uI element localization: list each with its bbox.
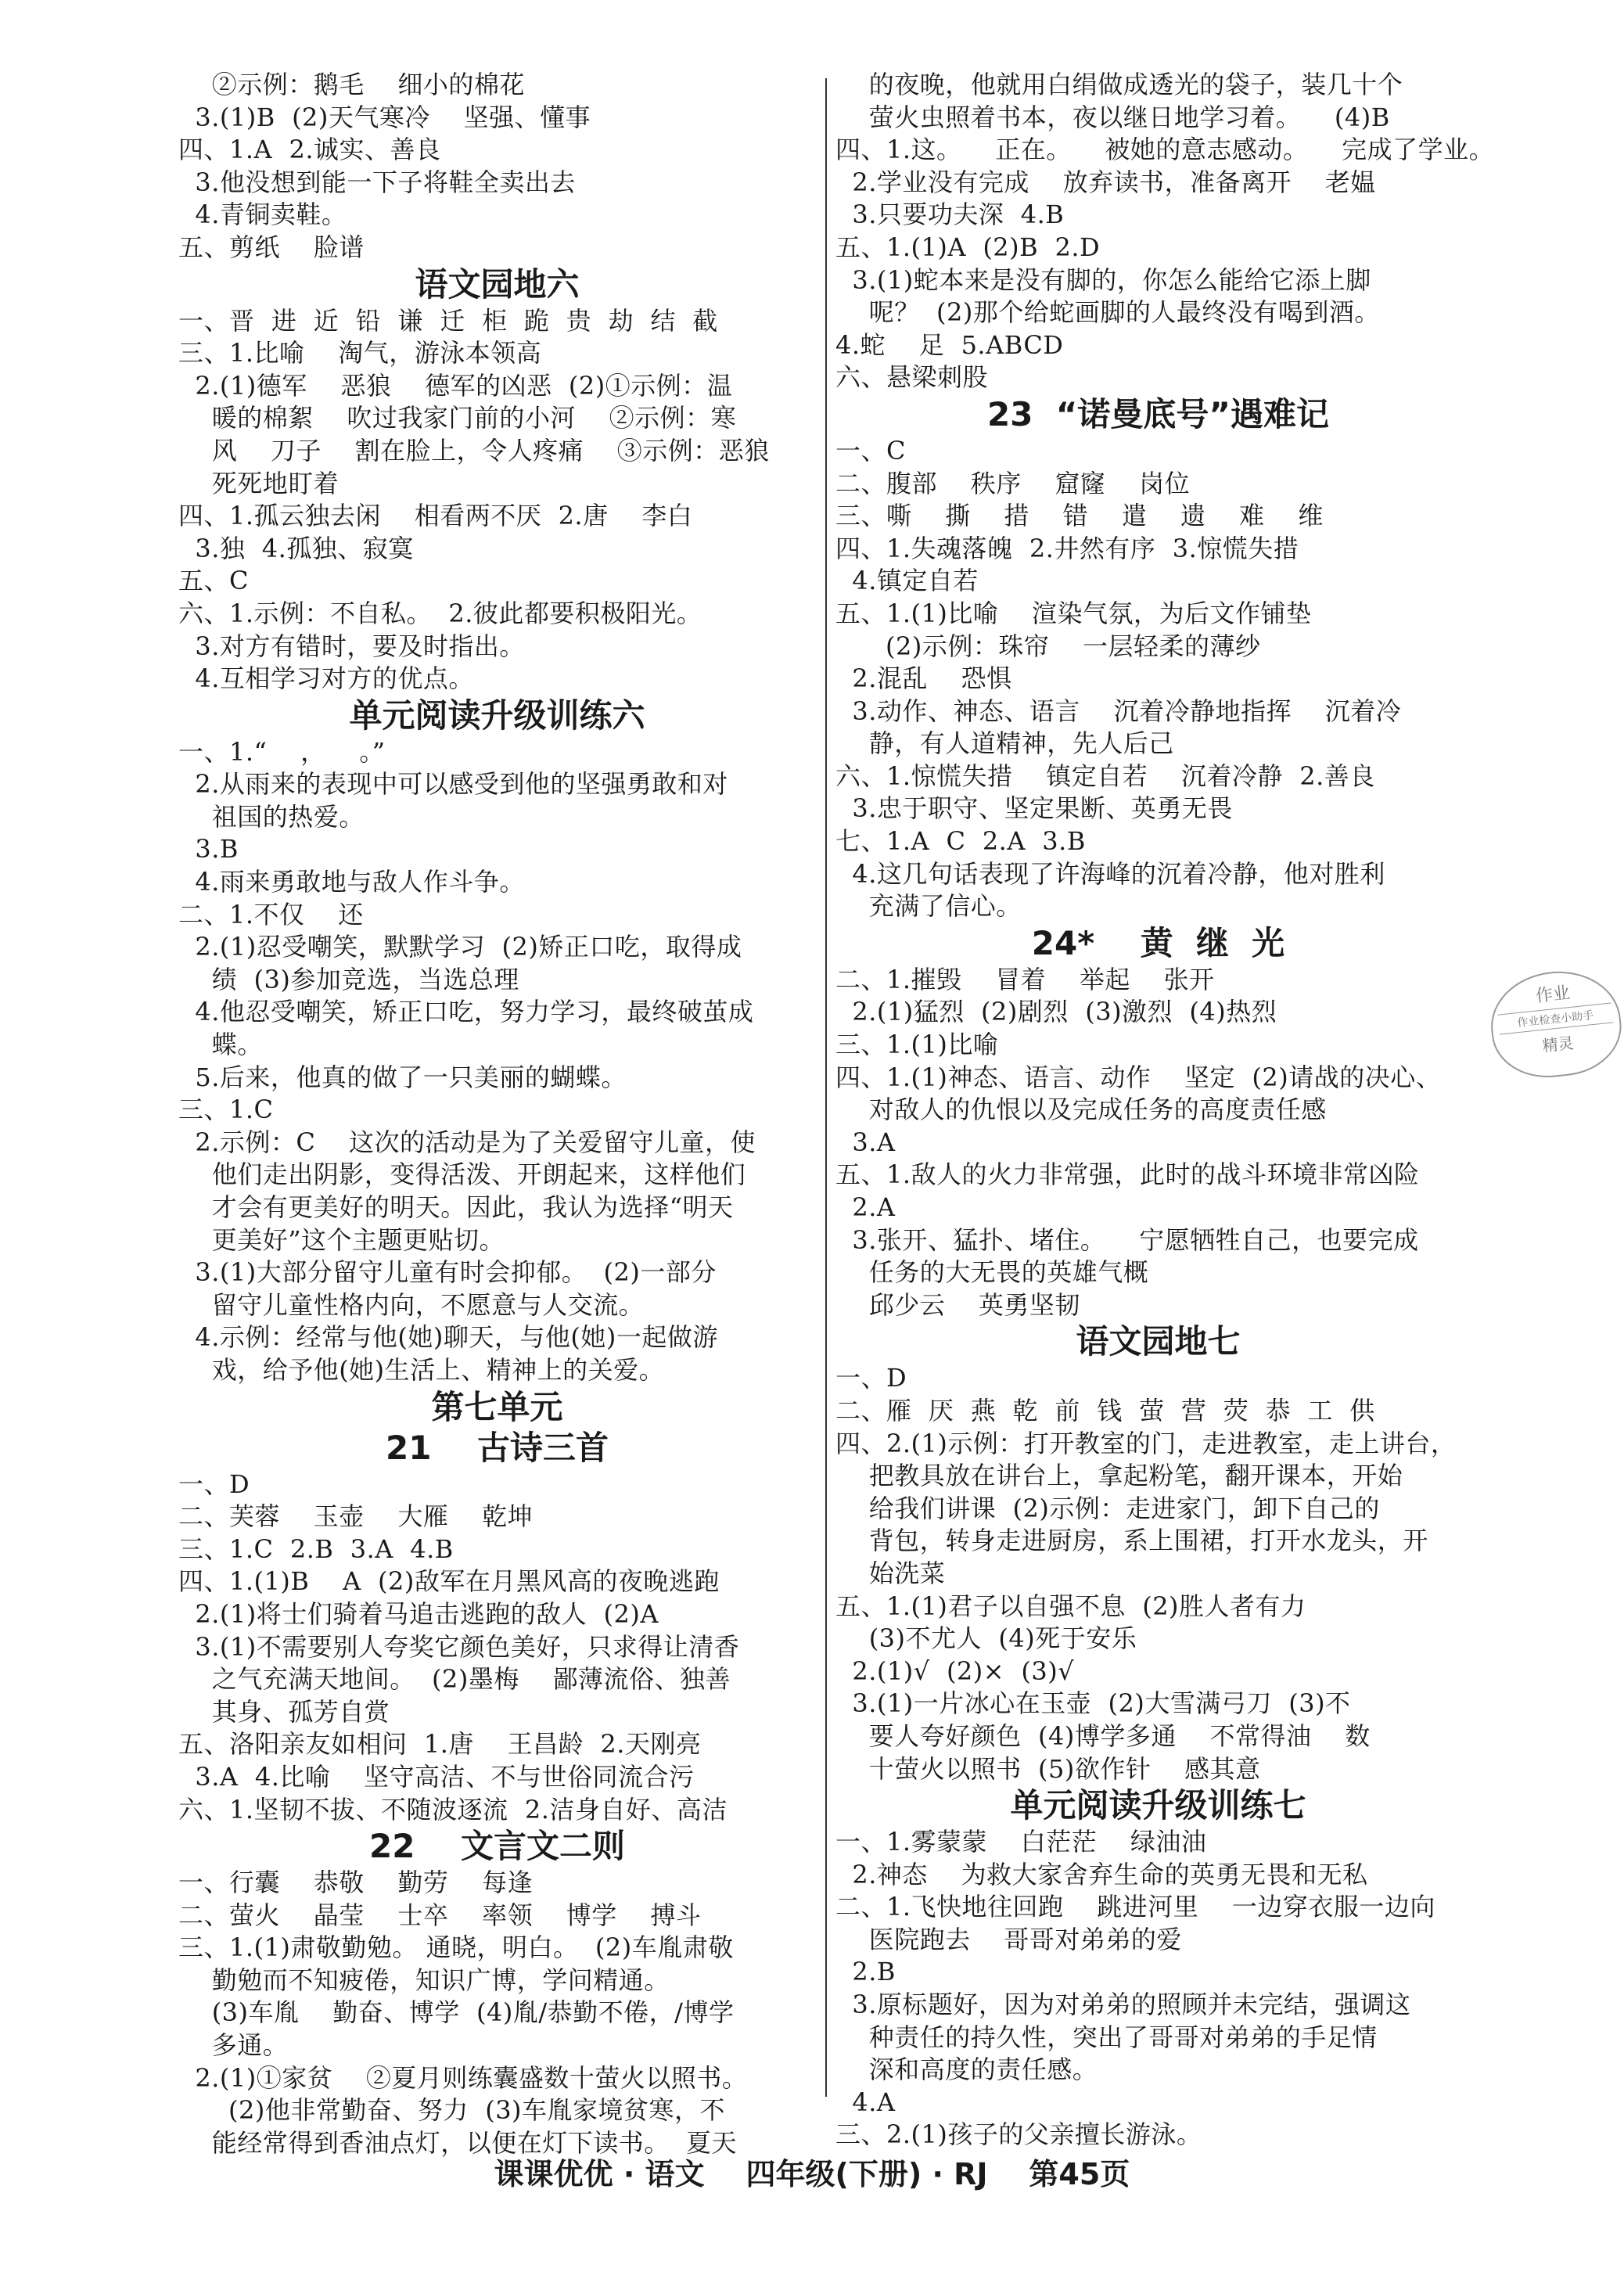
section-heading: 第七单元 bbox=[431, 1387, 563, 1426]
answer-line: 二、1.摧毁 冒着 举起 张开 bbox=[835, 964, 1215, 994]
answer-line: 蝶。 bbox=[178, 1030, 263, 1060]
answer-line: 给我们讲课 (2)示例：走进家门，卸下自己的 bbox=[835, 1493, 1380, 1523]
answer-line: 3.忠于职守、坚定果断、英勇无畏 bbox=[835, 793, 1233, 824]
answer-line: 勤勉而不知疲倦，知识广博，学问精通。 bbox=[178, 1965, 670, 1995]
section-heading: 22 文言文二则 bbox=[369, 1827, 625, 1866]
answer-line: 3.独 4.孤独、寂寞 bbox=[178, 533, 414, 563]
answer-line: 二、1.飞快地往回跑 跳进河里 一边穿衣服一边向 bbox=[835, 1892, 1435, 1922]
answer-line: 始洗菜 bbox=[835, 1558, 946, 1588]
answer-line: 五、剪纸 脸谱 bbox=[178, 232, 365, 262]
answer-line: 一、C bbox=[835, 435, 906, 466]
section-heading: 23 “诺曼底号”遇难记 bbox=[987, 394, 1329, 433]
answer-line: 才会有更美好的明天。因此，我认为选择“明天 bbox=[178, 1192, 734, 1222]
answer-line: 把教具放在讲台上，拿起粉笔，翻开课本，开始 bbox=[835, 1461, 1403, 1491]
answer-line: 更美好”这个主题更贴切。 bbox=[178, 1224, 505, 1255]
answer-line: 对敌人的仇恨以及完成任务的高度责任感 bbox=[835, 1095, 1327, 1125]
answer-line: 七、1.A C 2.A 3.B bbox=[835, 826, 1086, 857]
answer-line: 3.A 4.比喻 坚守高洁、不与世俗同流合污 bbox=[178, 1761, 695, 1792]
answer-line: 2.(1)猛烈 (2)剧烈 (3)激烈 (4)热烈 bbox=[835, 997, 1277, 1027]
answer-line: 深和高度的责任感。 bbox=[835, 2055, 1098, 2085]
answer-line: 之气充满天地间。 (2)墨梅 鄙薄流俗、独善 bbox=[178, 1664, 731, 1695]
answer-line: 2.(1)①家贫 ②夏月则练囊盛数十萤火以照书。 bbox=[178, 2062, 748, 2093]
section-heading: 单元阅读升级训练六 bbox=[349, 696, 645, 735]
answer-line: 任务的大无畏的英雄气概 bbox=[835, 1257, 1149, 1288]
page-footer: 课课优优 · 语文 四年级(下册) · RJ 第45页 bbox=[494, 2157, 1130, 2191]
answer-line: 4.互相学习对方的优点。 bbox=[178, 663, 474, 694]
answer-line: 静，有人道精神，先人后己 bbox=[835, 728, 1174, 759]
answer-line: ②示例：鹅毛 细小的棉花 bbox=[178, 70, 525, 99]
answer-line: 能经常得到香油点灯，以便在灯下读书。 夏天 bbox=[178, 2127, 738, 2158]
right-column bbox=[835, 69, 1495, 2152]
column-divider bbox=[825, 78, 827, 2097]
answer-line: 4.示例：经常与他(她)聊天，与他(她)一起做游 bbox=[178, 1322, 718, 1353]
answer-line: 5.后来，他真的做了一只美丽的蝴蝶。 bbox=[178, 1062, 627, 1092]
answer-line: 三、嘶 撕 措 错 遣 遗 难 维 bbox=[835, 501, 1324, 531]
answer-line: 3.B bbox=[178, 834, 239, 865]
answer-line: 充满了信心。 bbox=[835, 891, 1022, 922]
answer-line: 3.动作、神态、语言 沉着冷静地指挥 沉着冷 bbox=[835, 696, 1402, 726]
answer-line: 3.(1)不需要别人夸奖它颜色美好，只求得让清香 bbox=[178, 1631, 740, 1662]
answer-line: 六、1.惊慌失措 镇定自若 沉着冷静 2.善良 bbox=[835, 760, 1375, 791]
answer-line: 3.A bbox=[835, 1127, 896, 1157]
answer-line: 五、1.敌人的火力非常强，此时的战斗环境非常凶险 bbox=[835, 1159, 1420, 1190]
answer-line: 2.示例：C 这次的活动是为了关爱留守儿童，使 bbox=[178, 1127, 756, 1157]
answer-line: 其身、孤芳自赏 bbox=[178, 1696, 390, 1727]
answer-line: 二、1.不仅 还 bbox=[178, 899, 364, 929]
answer-line: 一、D bbox=[178, 1469, 250, 1499]
answer-line: 六、1.坚韧不拔、不随波逐流 2.洁身自好、高洁 bbox=[178, 1794, 728, 1824]
answer-line: 留守儿童性格内向，不愿意与人交流。 bbox=[178, 1289, 645, 1320]
section-heading: 语文园地六 bbox=[415, 264, 580, 304]
answer-line: 种责任的持久性，突出了哥哥对弟弟的手足情 bbox=[835, 2022, 1378, 2052]
answer-line: 一、D bbox=[835, 1363, 907, 1393]
answer-line: 3.只要功夫深 4.B bbox=[835, 200, 1065, 230]
answer-line: 2.从雨来的表现中可以感受到他的坚强勇敢和对 bbox=[178, 769, 728, 800]
answer-line: 4.雨来勇敢地与敌人作斗争。 bbox=[178, 867, 525, 897]
answer-line: 五、1.(1)君子以自强不息 (2)胜人者有力 bbox=[835, 1591, 1306, 1621]
answer-line: (3)车胤 勤奋、博学 (4)胤/恭勤不倦，/博学 bbox=[178, 1997, 735, 2028]
answer-line: 四、1.这。 正在。 被她的意志感动。 完成了学业。 bbox=[835, 135, 1495, 165]
answer-line: 六、悬梁刺股 bbox=[835, 362, 989, 393]
answer-line: 五、1.(1)A (2)B 2.D bbox=[835, 232, 1101, 262]
answer-line: 一、1.“ ， 。” bbox=[178, 736, 386, 767]
answer-line: 的夜晚，他就用白绢做成透光的袋子，装几十个 bbox=[835, 70, 1403, 99]
answer-line: 死死地盯着 bbox=[178, 468, 340, 498]
answer-line: 4.蛇 足 5.ABCD bbox=[835, 329, 1064, 360]
section-heading: 21 古诗三首 bbox=[386, 1428, 609, 1467]
answer-line: 2.(1)德军 恶狼 德军的凶恶 (2)①示例：温 bbox=[178, 370, 733, 401]
answer-line: 邱少云 英勇坚韧 bbox=[835, 1289, 1080, 1320]
section-heading: 单元阅读升级训练七 bbox=[1010, 1786, 1306, 1825]
answer-line: 三、1.(1)比喻 bbox=[835, 1030, 999, 1060]
answer-line: (2)他非常勤奋、努力 (3)车胤家境贫寒，不 bbox=[178, 2095, 726, 2126]
answer-line: 3.(1)蛇本来是没有脚的，你怎么能给它添上脚 bbox=[835, 264, 1371, 295]
answer-line: 四、2.(1)示例：打开教室的门，走进教室，走上讲台， bbox=[835, 1428, 1457, 1458]
answer-line: 二、萤火 晶莹 士卒 率领 博学 搏斗 bbox=[178, 1900, 702, 1930]
answer-line: 3.他没想到能一下子将鞋全卖出去 bbox=[178, 167, 576, 197]
stamp-top-text: 作业 bbox=[1534, 983, 1572, 1007]
answer-line: 六、1.示例：不自私。 2.彼此都要积极阳光。 bbox=[178, 598, 702, 628]
answer-line: 多通。 bbox=[178, 2030, 289, 2061]
answer-line: 3.张开、猛扑、堵住。 宁愿牺牲自己，也要完成 bbox=[835, 1224, 1419, 1255]
answer-line: 一、行囊 恭敬 勤劳 每逢 bbox=[178, 1868, 534, 1898]
section-heading: 24* 黄 继 光 bbox=[1031, 923, 1285, 962]
answer-line: 4.他忍受嘲笑，矫正口吃，努力学习，最终破茧成 bbox=[178, 997, 754, 1027]
answer-line: 3.原标题好，因为对弟弟的照顾并未完结，强调这 bbox=[835, 1990, 1411, 2020]
answer-line: 2.B bbox=[835, 1957, 896, 1987]
answer-line: 三、1.比喻 淘气，游泳本领高 bbox=[178, 338, 542, 368]
answer-line: 2.(1)将士们骑着马追击逃跑的敌人 (2)A bbox=[178, 1598, 659, 1629]
answer-line: 四、1.失魂落魄 2.井然有序 3.惊慌失措 bbox=[835, 533, 1299, 563]
left-column bbox=[178, 69, 816, 2159]
stamp-middle-text: 作业检查小助手 bbox=[1497, 1002, 1613, 1034]
answer-line: 2.(1)√ (2)× (3)√ bbox=[835, 1655, 1075, 1686]
answer-line: 三、2.(1)孩子的父亲擅长游泳。 bbox=[835, 2119, 1202, 2150]
answer-line: 二、雁 厌 燕 乾 前 钱 萤 营 荧 恭 工 供 bbox=[835, 1395, 1375, 1425]
answer-line: 2.学业没有完成 放弃读书，准备离开 老媪 bbox=[835, 167, 1376, 197]
answer-line: 三、1.(1)肃敬勤勉。 通晓，明白。 (2)车胤肃敬 bbox=[178, 1932, 734, 1963]
answer-line: 五、洛阳亲友如相问 1.唐 王昌龄 2.天刚亮 bbox=[178, 1729, 702, 1760]
answer-line: 绩 (3)参加竞选，当选总理 bbox=[178, 964, 519, 994]
answer-line: 背包，转身走进厨房，系上围裙，打开水龙头，开 bbox=[835, 1526, 1428, 1556]
answer-line: 二、芙蓉 玉壶 大雁 乾坤 bbox=[178, 1501, 534, 1532]
answer-line: 要人夸好颜色 (4)博学多通 不常得油 数 bbox=[835, 1720, 1371, 1751]
answer-line: 4.青铜卖鞋。 bbox=[178, 200, 347, 230]
answer-line: 萤火虫照着书本，夜以继日地学习着。 (4)B bbox=[835, 102, 1390, 132]
answer-line: 三、1.C 2.B 3.A 4.B bbox=[178, 1533, 454, 1564]
answer-line: 四、1.(1)B A (2)敌军在月黑风高的夜晚逃跑 bbox=[178, 1566, 720, 1597]
answer-line: 2.混乱 恐惧 bbox=[835, 663, 1012, 694]
answer-line: (3)不尤人 (4)死于安乐 bbox=[835, 1623, 1137, 1654]
answer-line: (2)示例：珠帘 一层轻柔的薄纱 bbox=[835, 631, 1261, 661]
answer-line: 呢？ (2)那个给蛇画脚的人最终没有喝到酒。 bbox=[835, 297, 1380, 328]
answer-line: 他们走出阴影，变得活泼、开朗起来，这样他们 bbox=[178, 1159, 746, 1190]
homework-helper-stamp bbox=[1486, 965, 1624, 1084]
answer-line: 2.A bbox=[835, 1192, 896, 1222]
answer-line: 四、1.(1)神态、语言、动作 坚定 (2)请战的决心、 bbox=[835, 1062, 1442, 1092]
answer-line: 三、1.C bbox=[178, 1095, 274, 1125]
answer-line: 2.(1)忍受嘲笑，默默学习 (2)矫正口吃，取得成 bbox=[178, 932, 742, 962]
section-heading: 语文园地七 bbox=[1076, 1322, 1241, 1361]
answer-line: 五、1.(1)比喻 渲染气氛，为后文作铺垫 bbox=[835, 598, 1312, 628]
answer-line: 风 刀子 割在脸上，令人疼痛 ③示例：恶狼 bbox=[178, 435, 770, 466]
answer-line: 祖国的热爱。 bbox=[178, 801, 365, 832]
answer-line: 戏，给予他(她)生活上、精神上的关爱。 bbox=[178, 1354, 665, 1385]
answer-line: 2.神态 为救大家舍弃生命的英勇无畏和无私 bbox=[835, 1859, 1368, 1889]
answer-line: 一、晋 进 近 铅 谦 迁 柜 跪 贵 劫 结 截 bbox=[178, 305, 718, 336]
answer-line: 五、C bbox=[178, 566, 249, 596]
answer-line: 3.(1)一片冰心在玉壶 (2)大雪满弓刀 (3)不 bbox=[835, 1688, 1351, 1719]
answer-line: 4.镇定自若 bbox=[835, 566, 979, 596]
answer-line: 4.这几句话表现了许海峰的沉着冷静，他对胜利 bbox=[835, 858, 1385, 889]
stamp-bottom-text: 精灵 bbox=[1541, 1033, 1575, 1055]
answer-line: 四、1.A 2.诚实、善良 bbox=[178, 135, 441, 165]
answer-line: 暖的棉絮 吹过我家门前的小河 ②示例：寒 bbox=[178, 403, 737, 433]
answer-line: 3.(1)B (2)天气寒冷 坚强、懂事 bbox=[178, 102, 591, 132]
answer-line: 3.(1)大部分留守儿童有时会抑郁。 (2)一部分 bbox=[178, 1257, 717, 1288]
answer-line: 4.A bbox=[835, 2087, 896, 2117]
answer-line: 3.对方有错时，要及时指出。 bbox=[178, 631, 525, 661]
answer-line: 医院跑去 哥哥对弟弟的爱 bbox=[835, 1924, 1182, 1954]
answer-line: 十萤火以照书 (5)欲作针 感其意 bbox=[835, 1753, 1261, 1784]
answer-line: 四、1.孤云独去闲 相看两不厌 2.唐 李白 bbox=[178, 501, 693, 531]
answer-line: 二、腹部 秩序 窟窿 岗位 bbox=[835, 468, 1191, 498]
answer-line: 一、1.雾蒙蒙 白茫茫 绿油油 bbox=[835, 1827, 1207, 1857]
